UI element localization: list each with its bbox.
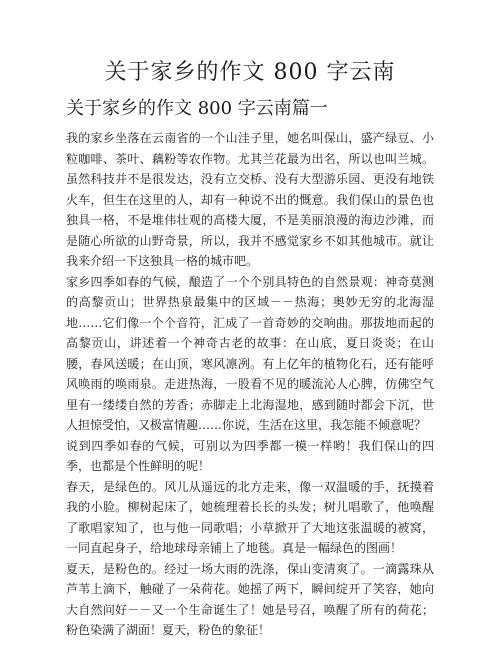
paragraph-spring: 春天，是绿色的。风儿从遥远的北方走来，像一双温暖的手，抚摸着我的小脸。柳树起床了，她梳理着长长的头发；树儿唱歌了，他唤醒了歌唱家知了，也与他一同歌唱；小草掀开了大地这张温暖的被窝，一同直起身子，给地球母亲铺上了地毯。真是一幅绿色的图画！ [66, 479, 434, 555]
paragraph-climate: 家乡四季如春的气候，酿造了一个个别具特色的自然景观：神奇莫测的高黎贡山；世界热泉最集中的区域－－热海；奥妙无穷的北海湿地……它们像一个个音符，汇成了一首奇妙的交响曲。那拔地而起的高黎贡山，讲述着一个神奇古老的故事：在山底，夏日炎炎；在山腰，春风送暖；在山顶，寒风凛冽。有上亿年的植物化石，还有能呼风唤雨的唤雨泉。走进热海，一股看不见的暖流沁人心脾，仿佛空气里有一缕缕自然的芳香；赤脚走上北海湿地，感到随时都会下沉，世人担惊受怕，又极富情趣……你说，生活在这里，我怎能不倾意呢？ [66, 274, 434, 432]
paragraph-seasons: 说到四季如春的气候，可别以为四季都一模一样哟！我们保山的四季，也都是个性鲜明的呢！ [66, 438, 434, 473]
paragraph-intro: 我的家乡坐落在云南省的一个山洼子里，她名叫保山，盛产绿豆、小粒咖啡、茶叶、藕粉等农作物。尤其兰花最为出名，所以也叫兰城。虽然科技并不是很发达，没有立交桥、没有大型游乐园、更没有地铁火车，但生在这里的人，却有一种说不出的慨意。我们保山的景色也独具一格，不是堆伟壮观的高楼大厦，不是美丽浪漫的海边沙滩，而是随心所欲的山野奇景，所以，我并不感觉家乡不如其他城市。就让我来介绍一下这独具一格的城市吧。 [66, 131, 434, 268]
paragraph-summer: 夏天，是粉色的。经过一场大雨的洗涤，保山变清爽了。一滴露珠从芦苇上滴下，触碰了一朵荷花。她摇了两下，瞬间绽开了笑容，她向大自然问好－－又一个生命诞生了！她是号召，唤醒了所有的荷花；粉色染满了湖面！夏天，粉色的象征！ [66, 561, 434, 637]
section-title: 关于家乡的作文 800 字云南篇一 [66, 98, 328, 119]
document-body [66, 128, 434, 641]
document-title: 关于家乡的作文 800 字云南 [104, 60, 396, 85]
